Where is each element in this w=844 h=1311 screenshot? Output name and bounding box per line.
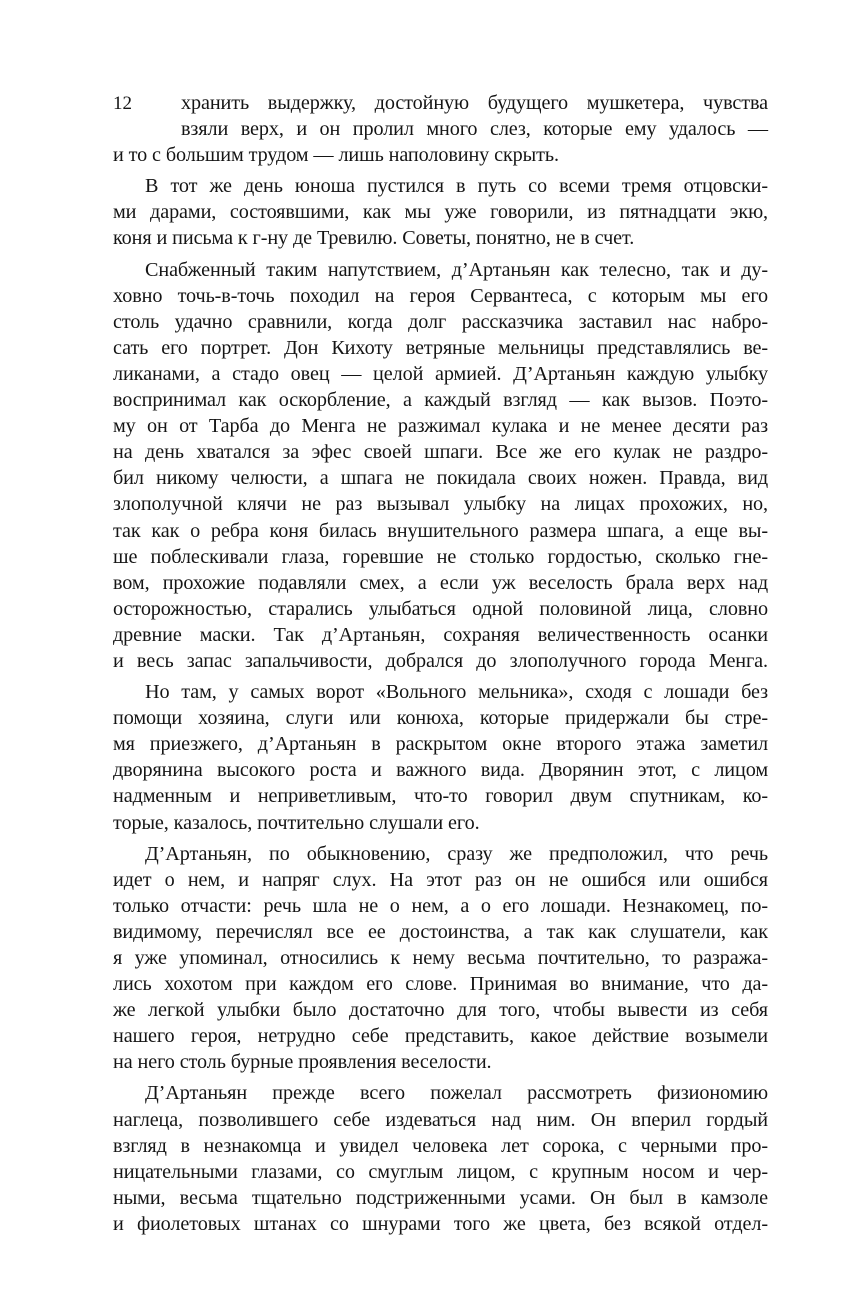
text-line: сать его портрет. Дон Кихоту ветряные мельницы представлялись ве- (113, 336, 768, 359)
text-line: хранить выдержку, достойную будущего мушкетера, чувства (181, 92, 768, 114)
text-line: Но там, у самых ворот «Вольного мельника», сходя с лошади без (145, 681, 768, 704)
paragraph (113, 679, 768, 836)
text-line: столь удачно сравнили, когда долг рассказчика заставил нас набро- (113, 310, 768, 333)
text-line: только отчасти: речь шла не о нем, а о его лошади. Незнакомец, по- (113, 894, 768, 917)
text-line: В тот же день юноша пустился в путь со всеми тремя отцовски- (145, 175, 768, 198)
text-line: торые, казалось, почтительно слушали его. (113, 811, 480, 834)
text-line: нашего героя, нетрудно себе представить, какое действие возымели (113, 1025, 768, 1048)
text-line: коня и письма к г-ну де Тревилю. Советы, понятно, не в счет. (113, 227, 635, 250)
text-line: на него столь бурные проявления веселости. (113, 1051, 492, 1074)
text-line: дворянина высокого роста и важного вида. Дворянин этот, с лицом (113, 759, 768, 782)
text-line: ше поблескивали глаза, горевшие не столько гордостью, сколько гне- (113, 545, 768, 568)
paragraph (113, 173, 768, 251)
text-line: лись хохотом при каждом его слове. Принимая во внимание, что да- (113, 973, 768, 996)
text-line: же легкой улыбки было достаточно для того, чтобы вывести из себя (113, 999, 768, 1022)
paragraph (113, 90, 768, 168)
text-line: бил никому челюсти, а шпага не покидала своих ножен. Правда, вид (113, 467, 768, 490)
text-line: воспринимал как оскорбление, а каждый взгляд — как вызов. Поэто- (113, 389, 768, 412)
text-line: видимому, перечислял все ее достоинства, а так как слушатели, как (113, 920, 768, 943)
text-line: идет о нем, и напряг слух. На этот раз он не ошибся или ошибся (113, 868, 768, 891)
text-line: и то с большим трудом — лишь наполовину скрыть. (113, 144, 559, 167)
body-text (113, 90, 768, 1237)
text-line: осторожностью, старались улыбаться одной половиной лица, словно (113, 597, 768, 620)
text-line: злополучной клячи не раз вызывал улыбку на лицах прохожих, но, (113, 493, 768, 516)
text-line: ликанами, а стадо овец — целой армией. Д’Артаньян каждую улыбку (113, 362, 768, 385)
text-line: взгляд в незнакомца и увидел человека лет сорока, с черными про- (113, 1134, 768, 1157)
text-line: Д’Артаньян, по обыкновению, сразу же предположил, что речь (145, 842, 768, 865)
text-line: му он от Тарба до Менга не разжимал кулака и не менее десяти раз (113, 415, 768, 438)
paragraph (113, 257, 768, 675)
text-line: вом, прохожие подавляли смех, а если уж веселость брала верх над (113, 571, 768, 594)
paragraph (113, 1080, 768, 1237)
text-line: ховно точь-в-точь походил на героя Сервантеса, с которым мы его (113, 284, 768, 307)
text-line: ницательными глазами, со смуглым лицом, с крупным носом и чер- (113, 1160, 768, 1183)
text-line: наглеца, позволившего себе издеваться над ним. Он вперил гордый (113, 1108, 768, 1131)
text-line: надменным и неприветливым, что-то говорил двум спутникам, ко- (113, 785, 768, 808)
text-line: на день хватался за эфес своей шпаги. Все же его кулак не раздро- (113, 441, 768, 464)
text-line: взяли верх, и он пролил много слез, которые ему удалось — (181, 118, 768, 141)
paragraph (113, 841, 768, 1076)
text-line: так как о ребра коня билась внушительного размера шпага, а еще вы- (113, 519, 768, 542)
text-line: ными, весьма тщательно подстриженными усами. Он был в камзоле (113, 1186, 768, 1209)
text-line: ми дарами, состоявшими, как мы уже говорили, из пятнадцати экю, (113, 201, 768, 224)
text-line: мя приезжего, д’Артаньян в раскрытом окне второго этажа заметил (113, 733, 768, 756)
text-line: помощи хозяина, слуги или конюха, которые придержали бы стре- (113, 707, 768, 730)
text-line: Снабженный таким напутствием, д’Артаньян как телесно, так и ду- (145, 258, 768, 281)
text-line: Д’Артаньян прежде всего пожелал рассмотреть физиономию (145, 1082, 768, 1105)
text-line: древние маски. Так д’Артаньян, сохраняя величественность осанки (113, 623, 768, 646)
text-line: я уже упоминал, относились к нему весьма почтительно, то разража- (113, 947, 768, 969)
text-line: и весь запас запальчивости, добрался до злополучного города Менга. (113, 649, 768, 672)
text-line: и фиолетовых штанах со шнурами того же цвета, без всякой отдел- (113, 1212, 768, 1235)
page-number: 12 (113, 93, 132, 114)
